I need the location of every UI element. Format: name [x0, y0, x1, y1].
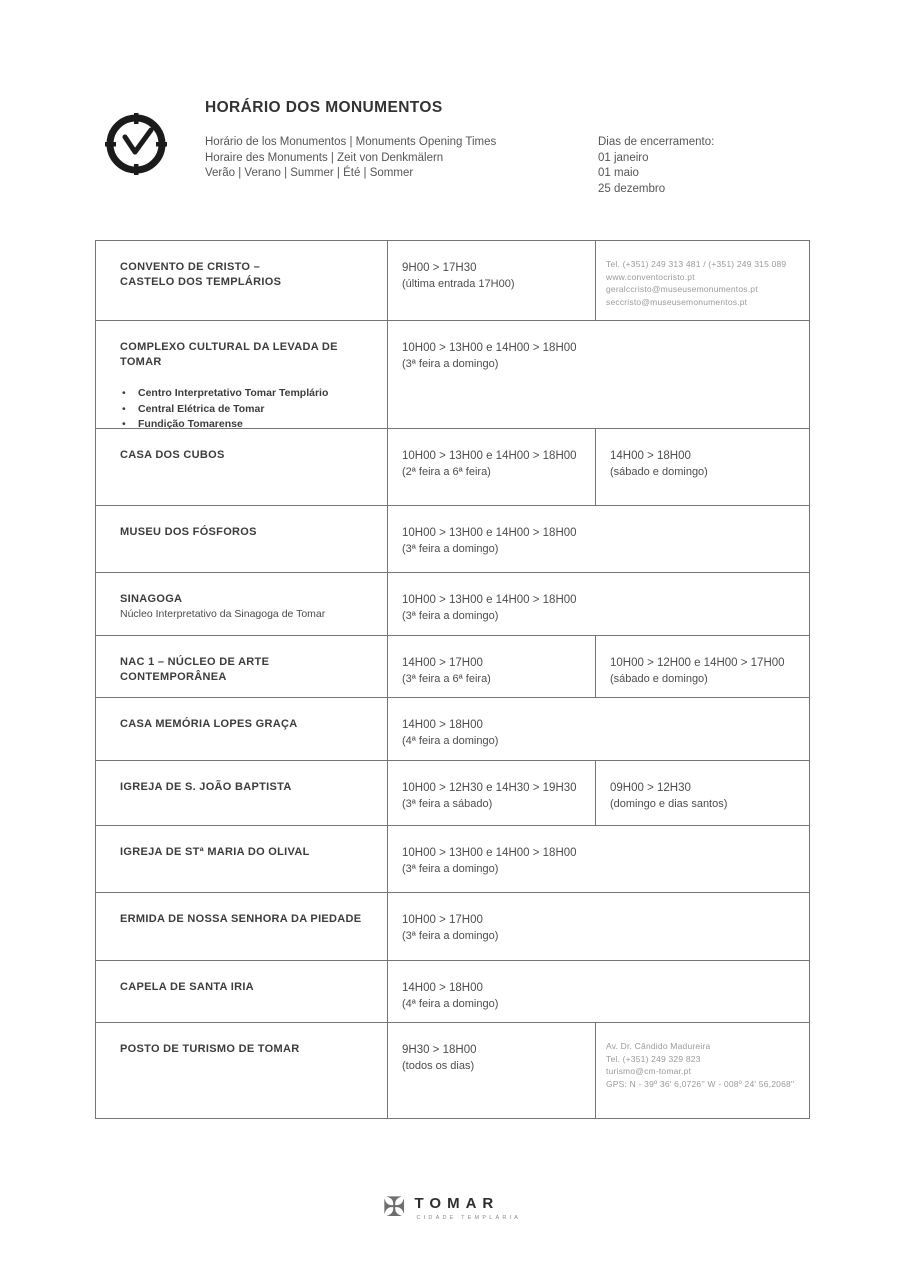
weekend-hours-cell: 10H00 > 12H00 e 14H00 > 17H00 (sábado e domingo)	[610, 657, 785, 685]
opening-hours-cell: 14H00 > 17H00 (3ª feira a 6ª feira)	[388, 636, 596, 697]
monument-name-cell: CONVENTO DE CRISTO – CASTELO DOS TEMPLÁRIOS	[96, 241, 388, 320]
website-line: www.conventocristo.pt	[606, 271, 695, 282]
page-title: HORÁRIO DOS MONUMENTOS	[205, 99, 443, 116]
subtitle-line: Verão | Verano | Summer | Été | Sommer	[205, 167, 414, 179]
closing-date: 25 dezembro	[598, 182, 666, 195]
opening-hours-cell: 10H00 > 13H00 e 14H00 > 18H00 (3ª feira a domingo)	[402, 594, 577, 622]
logo-tagline: CIDADE TEMPLÁRIA	[416, 1214, 522, 1221]
phone-line: Tel. (+351) 249 329 823	[606, 1053, 701, 1064]
email-line: seccristo@museusemonumentos.pt	[606, 296, 748, 307]
monument-name-cell: CASA MEMÓRIA LOPES GRAÇA	[96, 698, 388, 760]
table-row	[96, 321, 809, 429]
opening-hours-cell: 10H00 > 13H00 e 14H00 > 18H00 (3ª feira a domingo)	[402, 847, 577, 875]
table-row	[96, 761, 809, 826]
table-row	[96, 506, 809, 573]
table-row	[96, 698, 809, 761]
gps-line: GPS: N - 39º 36' 6,0726'' W - 008º 24' 56,2068''	[606, 1078, 795, 1089]
table-row	[96, 961, 809, 1023]
opening-hours-cell: 9H30 > 18H00 (todos os dias)	[388, 1023, 596, 1118]
table-row	[96, 1023, 809, 1118]
clock-icon	[104, 112, 168, 176]
email-line: geralccristo@museusemonumentos.pt	[606, 284, 758, 294]
page-subtitles	[205, 135, 496, 182]
monument-name-cell: ERMIDA DE NOSSA SENHORA DA PIEDADE	[96, 893, 388, 960]
contact-info-cell	[596, 1023, 809, 1118]
opening-hours-cell: 10H00 > 17H00 (3ª feira a domingo)	[402, 914, 499, 942]
table-row	[96, 573, 809, 636]
monument-name-cell: POSTO DE TURISMO DE TOMAR	[96, 1023, 388, 1118]
monument-name-cell: SINAGOGA Núcleo Interpretativo da Sinagoga de Tomar	[96, 573, 388, 635]
monument-name-cell: COMPLEXO CULTURAL DA LEVADA DE TOMAR • Centro Interpretativo Tomar Templário • Central Elétrica de Tomar • Fundição Tomarense	[96, 321, 388, 433]
footer-logo	[0, 1194, 904, 1221]
logo-text-block	[415, 1195, 522, 1221]
table-row	[96, 636, 809, 698]
closing-date: 01 maio	[598, 167, 639, 179]
table-row	[96, 826, 809, 893]
phone-line: Tel. (+351) 249 313 481 / (+351) 249 315 089	[606, 259, 787, 269]
sunday-hours-cell: 09H00 > 12H30 (domingo e dias santos)	[610, 782, 728, 810]
list-item: • Centro Interpretativo Tomar Templário	[120, 386, 373, 402]
monument-name-cell: CASA DOS CUBOS	[96, 429, 388, 505]
closing-days	[598, 135, 714, 197]
sub-sites-list	[120, 386, 373, 433]
table-row	[96, 893, 809, 961]
list-item: • Fundição Tomarense	[120, 417, 373, 433]
opening-hours-cell: 10H00 > 13H00 e 14H00 > 18H00 (3ª feira a domingo)	[402, 342, 577, 370]
address-line: Av. Dr. Cândido Madureira	[606, 1041, 711, 1051]
closing-date: 01 janeiro	[598, 151, 649, 164]
list-item: • Central Elétrica de Tomar	[120, 402, 373, 418]
weekend-hours-cell: 14H00 > 18H00 (sábado e domingo)	[610, 450, 708, 478]
opening-hours-cell: 10H00 > 13H00 e 14H00 > 18H00 (2ª feira a 6ª feira)	[388, 429, 596, 505]
table-row	[96, 429, 809, 506]
monument-name-cell: CAPELA DE SANTA IRIA	[96, 961, 388, 1022]
templar-cross-icon: ✠	[382, 1192, 406, 1222]
subtitle-line: Horaire des Monuments | Zeit von Denkmälern	[205, 151, 444, 164]
opening-hours-cell: 10H00 > 12H30 e 14H30 > 19H30 (3ª feira a sábado)	[388, 761, 596, 825]
monument-name-cell: IGREJA DE STª MARIA DO OLIVAL	[96, 826, 388, 892]
opening-hours-cell: 10H00 > 13H00 e 14H00 > 18H00 (3ª feira a domingo)	[402, 527, 577, 555]
monument-name-cell: MUSEU DOS FÓSFOROS	[96, 506, 388, 572]
monuments-schedule-table	[95, 240, 810, 1119]
subtitle-line: Horário de los Monumentos | Monuments Opening Times	[205, 136, 497, 148]
table-row	[96, 241, 809, 321]
opening-hours-cell: 14H00 > 18H00 (4ª feira a domingo)	[402, 982, 499, 1010]
contact-info-cell	[596, 241, 809, 320]
monument-name-cell: NAC 1 – NÚCLEO DE ARTE CONTEMPORÂNEA	[96, 636, 388, 697]
monument-name-cell: IGREJA DE S. JOÃO BAPTISTA	[96, 761, 388, 825]
logo-wordmark: TOMAR	[414, 1194, 500, 1212]
opening-hours-cell: 14H00 > 18H00 (4ª feira a domingo)	[402, 719, 499, 747]
opening-hours-cell: 9H00 > 17H30 (última entrada 17H00)	[388, 241, 596, 320]
email-line: turismo@cm-tomar.pt	[606, 1066, 692, 1076]
closing-days-label: Dias de encerramento:	[598, 136, 715, 148]
